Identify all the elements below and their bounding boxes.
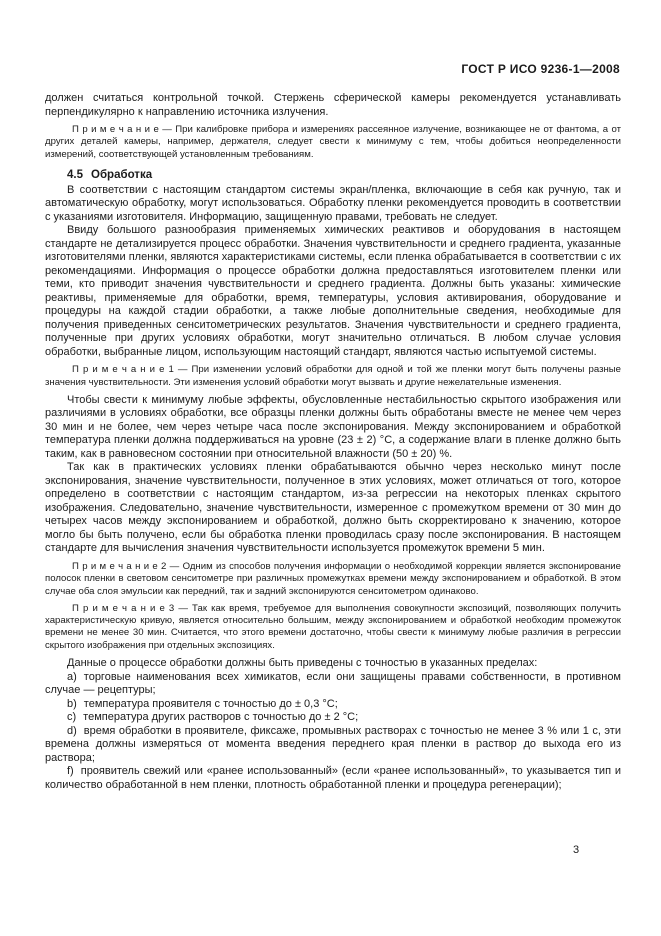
list-item-c xyxy=(45,711,621,725)
paragraph-screen-film: В соответствии с настоящим стандартом системы экран/пленка, включающие в себя как ручную, так и автоматическую обработку, могут использоваться. Обработку пленки рекомендуется проводить в соответствии с указаниями изготовителя. Информацию, защищенную правами, требовать не следует. xyxy=(45,183,621,223)
section-title: Обработка xyxy=(91,168,153,181)
note-2: П р и м е ч а н и е 2 — Одним из способов получения информации о необходимой коррекции является экспонирование полосок пленки в световом сенситометре при различных промежутках времени между экспонированием и обработкой. В этом случае оба слоя эмульсии как передний, так и задний экспонируются сенситометром одинаково. xyxy=(45,560,621,597)
list-item-text: торговые наименования всех химикатов, если они защищены правами собственности, в противном случае — рецептуры; xyxy=(45,670,621,697)
note-3: П р и м е ч а н и е 3 — Так как время, требуемое для выполнения совокупности экспозиций, позволяющих получить характеристическую кривую, является относительно большим, между экспонированием и обработкой необходим промежуток времени не менее 30 мин. Считается, что этого времени достаточно, чтобы свести к минимуму любые различия в регрессии скрытого изображения при отдельных экспозициях. xyxy=(45,602,621,651)
list-item-text: время обработки в проявителе, фиксаже, промывных растворах с точностью не менее 3 % или 1 с, эти времена должны измеряться от момента введения переднего края пленки в раствор до выхода его из раствора; xyxy=(45,724,621,764)
section-number: 4.5 xyxy=(67,168,83,181)
list-item-label: d) xyxy=(67,724,77,737)
note-general: П р и м е ч а н и е — При калибровке прибора и измерениях рассеянное излучение, возникающее не от фантома, а от других деталей камеры, например, держателя, следует свести к минимуму с тем, чтобы добиться неопределенности измерений, соответствующей установленным требованиям. xyxy=(45,124,621,160)
list-item-label: f) xyxy=(67,765,74,778)
paragraph-data-intro: Данные о процессе обработки должны быть приведены с точностью в указанных пределах: xyxy=(67,657,538,670)
paragraph-practical-conditions: Так как в практических условиях пленки обрабатываются обычно через несколько минут после экспонирования, значение чувствительности, полученное в этих условиях, может отличаться от того, которое определено в соответствии с настоящим стандартом, из-за регрессии на некоторых пленках скрытого изображения. Следовательно, значение чувствительности, измеренное с промежутком времени от 30 мин до четырех часов между экспонированием и обработкой, должно быть скорректировано к значению, которое могло бы быть получено, если бы обработка пленки проводилась сразу после экспонирования. В настоящем стандарте для вычисления значения чувствительности используется промежуток времени 5 мин. xyxy=(45,461,621,555)
continuation-paragraph: должен считаться контрольной точкой. Стержень сферической камеры рекомендуется устанавливать перпендикулярно к направлению источника излучения. xyxy=(45,92,621,118)
list-item-text: проявитель свежий или «ранее использованный» (если «ранее использованный», то указывается тип и количество обработанной в нем пленки, плотность обработанной пленки и процедура регенерации); xyxy=(45,765,621,791)
list-item-text: температура других растворов с точностью до ± 2 °C; xyxy=(83,711,359,724)
section-heading xyxy=(45,168,621,182)
page-number: 3 xyxy=(573,844,580,856)
list-item-label: a) xyxy=(67,670,77,683)
list-item-label: c) xyxy=(67,711,77,724)
list-item-b xyxy=(45,698,621,712)
list-item-d xyxy=(45,725,621,766)
paragraph-minimize-effects: Чтобы свести к минимуму любые эффекты, обусловленные нестабильностью скрытого изображения или различиями в условиях обработки, все образцы пленки должны быть обработаны вместе не менее чем через 30 мин и не более, чем через четыре часа после экспонирования. Между экспонированием и обработкой температура пленки должна поддерживаться на уровне (23 ± 2) °C, а содержание влаги в пленке должно быть таким, как в равновесном состоянии при относительной влажности (50 ± 20) %. xyxy=(45,393,621,460)
list-item-text: температура проявителя с точностью до ± 0,3 °C; xyxy=(83,697,338,710)
list-item-f xyxy=(45,765,621,792)
list-item-a xyxy=(45,671,621,698)
list-item-label: b) xyxy=(67,697,77,710)
paragraph-variety: Ввиду большого разнообразия применяемых химических реактивов и оборудования в настоящем стандарте не детализируется процесс обработки. Значения чувствительности и среднего градиента, указанные изготовителями пленки, являются характеристиками системы, если пленка обрабатывается в соответствии с их рекомендациями. Информация о процессе обработки должна предоставляться изготовителем пленки или теми, кто приводит значения чувствительности и среднего градиента. Должны быть указаны: химические реактивы, применяемые для обработки, время, температуры, условия активирования, оборудование и процедуры на каждой стадии обработки, а также любые дополнительные сведения, необходимые для получения приведенных сенситометрических результатов. Значения чувствительности и среднего градиента, полученные при других условиях обработки, могут значительно отличаться. В любом случае условия обработки, выбранные лицом, использующим настоящий стандарт, являются частью испытуемой системы. xyxy=(45,224,621,358)
note-1: П р и м е ч а н и е 1 — При изменении условий обработки для одной и той же пленки могут быть получены разные значения чувствительности. Эти изменения условий обработки могут вызвать и другие нежелательные изменения. xyxy=(45,364,621,388)
doc-number: ГОСТ Р ИСО 9236-1—2008 xyxy=(461,62,620,76)
document-content xyxy=(45,92,621,792)
